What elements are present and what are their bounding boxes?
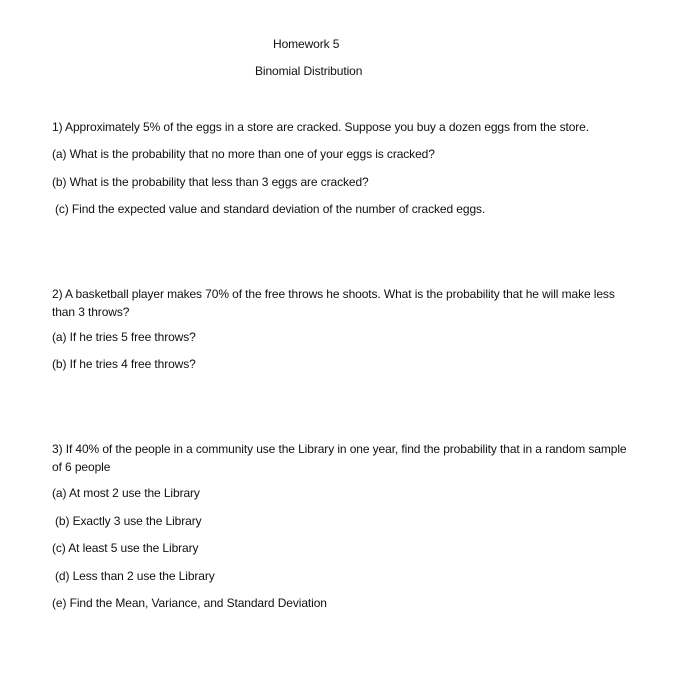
question-3-part-c: (c) At least 5 use the Library <box>52 541 199 555</box>
question-3-part-a: (a) At most 2 use the Library <box>52 486 200 500</box>
question-2-stem: 2) A basketball player makes 70% of the free throws he shoots. What is the probability that he will make less than 3 throws? <box>52 287 615 319</box>
question-2-part-a: (a) If he tries 5 free throws? <box>52 330 196 344</box>
question-1-part-c: (c) Find the expected value and standard deviation of the number of cracked eggs. <box>55 202 486 216</box>
question-2-part-b: (b) If he tries 4 free throws? <box>52 357 196 371</box>
question-3-part-d: (d) Less than 2 use the Library <box>55 569 215 583</box>
page-subtitle: Binomial Distribution <box>255 64 363 78</box>
question-3-part-e: (e) Find the Mean, Variance, and Standard Deviation <box>52 596 327 610</box>
question-1-part-b: (b) What is the probability that less than 3 eggs are cracked? <box>52 175 369 189</box>
question-3-part-b: (b) Exactly 3 use the Library <box>55 514 202 528</box>
question-1-part-a: (a) What is the probability that no more than one of your eggs is cracked? <box>52 147 435 161</box>
question-1-stem: 1) Approximately 5% of the eggs in a store are cracked. Suppose you buy a dozen eggs from the store. <box>52 120 589 134</box>
page-title: Homework 5 <box>273 37 340 51</box>
question-3-stem: 3) If 40% of the people in a community use the Library in one year, find the probability that in a random sample of 6 people <box>52 442 627 474</box>
